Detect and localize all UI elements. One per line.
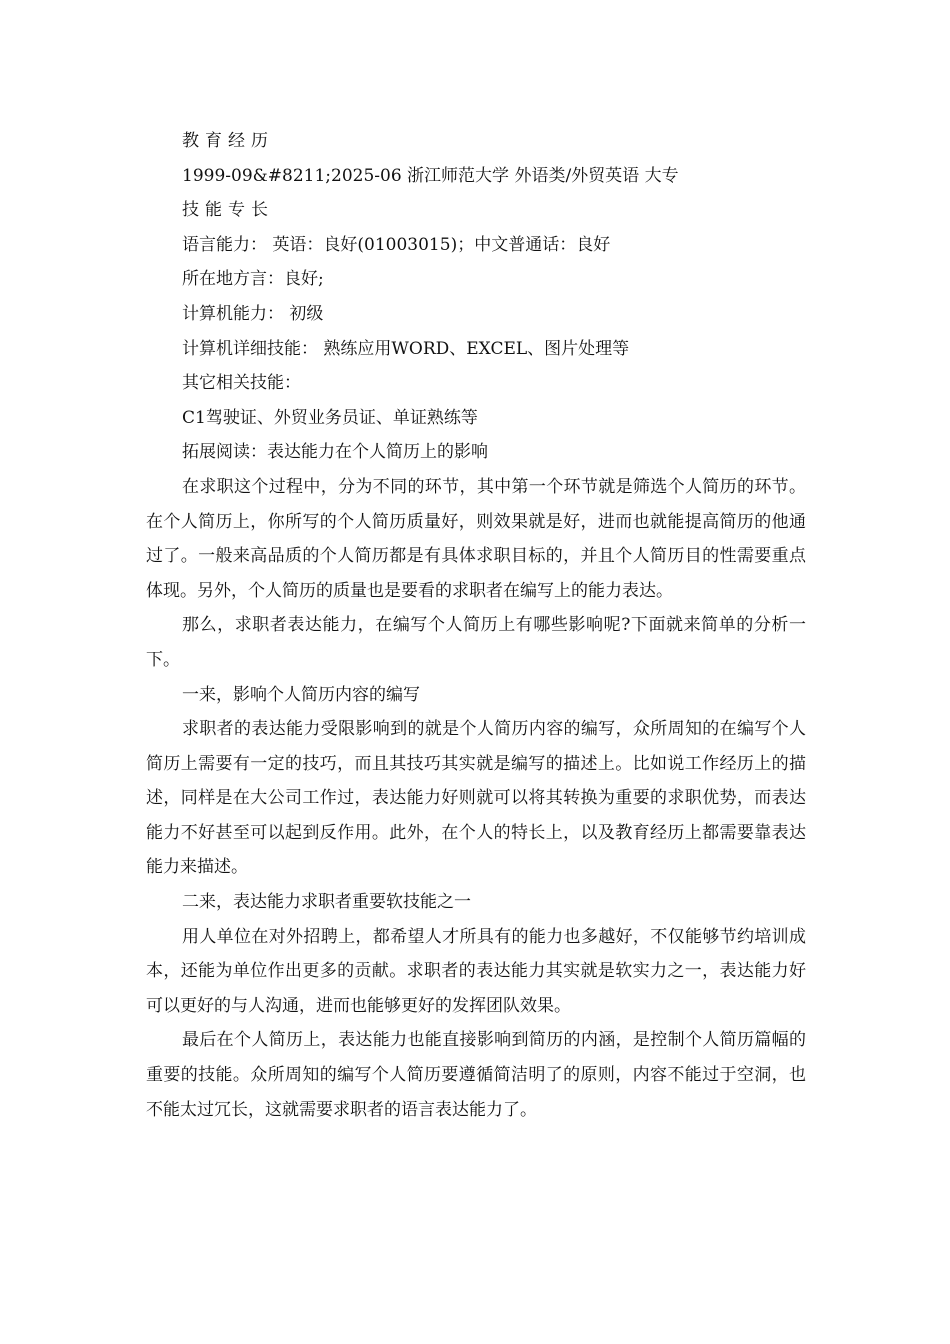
- education-entry: 1999-09&#8211;2025-06 浙江师范大学 外语类/外贸英语 大专: [182, 165, 679, 186]
- dialect-skills: 所在地方言：良好;: [182, 269, 324, 290]
- article-paragraph-3: 求职者的表达能力受限影响到的就是个人简历内容的编写，众所周知的在编写个人简历上需要有一定的技巧，而且其技巧其实就是编写的描述上。比如说工作经历上的描述，同样是在大公司工作过，表达能力好则就可以将其转换为重要的求职优势，而表达能力不好甚至可以起到反作用。此外，在个人的特长上，以及教育经历上都需要靠表达能力来描述。: [146, 719, 806, 878]
- article-subheading-2: 二来，表达能力求职者重要软技能之一: [182, 892, 471, 913]
- article-paragraph-5: 最后在个人简历上，表达能力也能直接影响到简历的内涵，是控制个人简历篇幅的重要的技能。众所周知的编写个人简历要遵循简洁明了的原则，内容不能过于空洞，也不能太过冗长，这就需要求职者的语言表达能力了。: [146, 1030, 806, 1120]
- document-body: [146, 124, 806, 1127]
- other-skills-label: 其它相关技能：: [182, 373, 301, 394]
- computer-detail-skills: 计算机详细技能： 熟练应用WORD、EXCEL、图片处理等: [182, 338, 630, 359]
- computer-skills: 计算机能力： 初级: [182, 303, 324, 324]
- article-paragraph-1: 在求职这个过程中，分为不同的环节，其中第一个环节就是筛选个人简历的环节。在个人简历上，你所写的个人简历质量好，则效果就是好，进而也就能提高简历的他通过了。一般来高品质的个人简历都是有具体求职目标的，并且个人简历目的性需要重点体现。另外，个人简历的质量也是要看的求职者在编写上的能力表达。: [146, 476, 806, 601]
- article-paragraph-2: 那么，求职者表达能力，在编写个人简历上有哪些影响呢?下面就来简单的分析一下。: [146, 615, 806, 670]
- article-subheading-1: 一来，影响个人简历内容的编写: [182, 684, 420, 705]
- skills-heading: 技能专长: [182, 200, 274, 221]
- language-skills: 语言能力： 英语：良好(01003015)；中文普通话：良好: [182, 234, 611, 255]
- article-title: 拓展阅读：表达能力在个人简历上的影响: [182, 442, 488, 463]
- article-paragraph-4: 用人单位在对外招聘上，都希望人才所具有的能力也多越好，不仅能够节约培训成本，还能为单位作出更多的贡献。求职者的表达能力其实就是软实力之一，表达能力好可以更好的与人沟通，进而也能够更好的发挥团队效果。: [146, 926, 806, 1016]
- education-heading: 教育经历: [182, 131, 274, 151]
- other-skills-value: C1驾驶证、外贸业务员证、单证熟练等: [182, 407, 478, 428]
